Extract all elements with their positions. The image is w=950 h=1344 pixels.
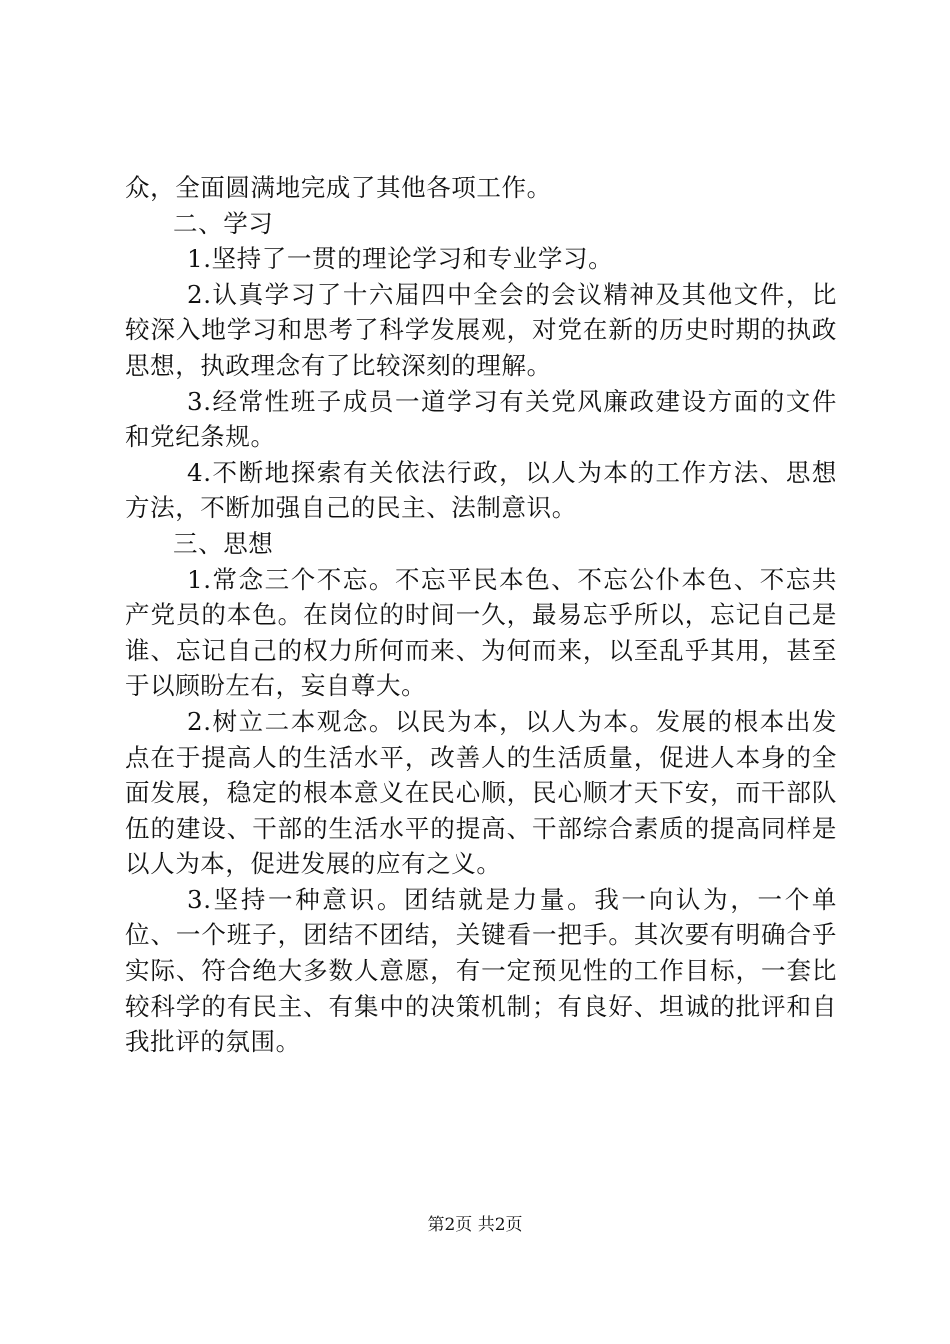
paragraph-thought-3: 3.坚持一种意识。团结就是力量。我一向认为，一个单位、一个班子，团结不团结，关键看一把手。其次要有明确合乎实际、符合绝大多数人意愿，有一定预见性的工作目标，一套比较科学的有民主、有集中的决策机制；有良好、坦诚的批评和自我批评的氛围。 [125, 884, 837, 1057]
paragraph-study-2: 2.认真学习了十六届四中全会的会议精神及其他文件，比较深入地学习和思考了科学发展观，对党在新的历史时期的执政思想，执政理念有了比较深刻的理解。 [125, 279, 837, 380]
document-body [125, 170, 837, 1060]
paragraph-study-3: 3.经常性班子成员一道学习有关党风廉政建设方面的文件和党纪条规。 [125, 386, 837, 452]
paragraph-continuation: 众，全面圆满地完成了其他各项工作。 [125, 173, 552, 202]
page-footer: 第2页 共2页 [427, 1215, 523, 1235]
paragraph-study-4: 4.不断地探索有关依法行政，以人为本的工作方法、思想方法，不断加强自己的民主、法制意识。 [125, 457, 837, 523]
paragraph-study-1: 1.坚持了一贯的理论学习和专业学习。 [187, 244, 614, 274]
section-heading-study: 二、学习 [173, 208, 274, 238]
section-heading-thought: 三、思想 [173, 528, 274, 558]
paragraph-thought-2: 2.树立二本观念。以民为本，以人为本。发展的根本出发点在于提高人的生活水平，改善人的生活质量，促进人本身的全面发展，稳定的根本意义在民心顺，民心顺才天下安，而干部队伍的建设、干部的生活水平的提高、干部综合素质的提高同样是以人为本，促进发展的应有之义。 [125, 706, 837, 879]
paragraph-thought-1: 1.常念三个不忘。不忘平民本色、不忘公仆本色、不忘共产党员的本色。在岗位的时间一久，最易忘乎所以，忘记自己是谁、忘记自己的权力所何而来、为何而来，以至乱乎其用，甚至于以顾盼左右，妄自尊大。 [125, 564, 837, 701]
